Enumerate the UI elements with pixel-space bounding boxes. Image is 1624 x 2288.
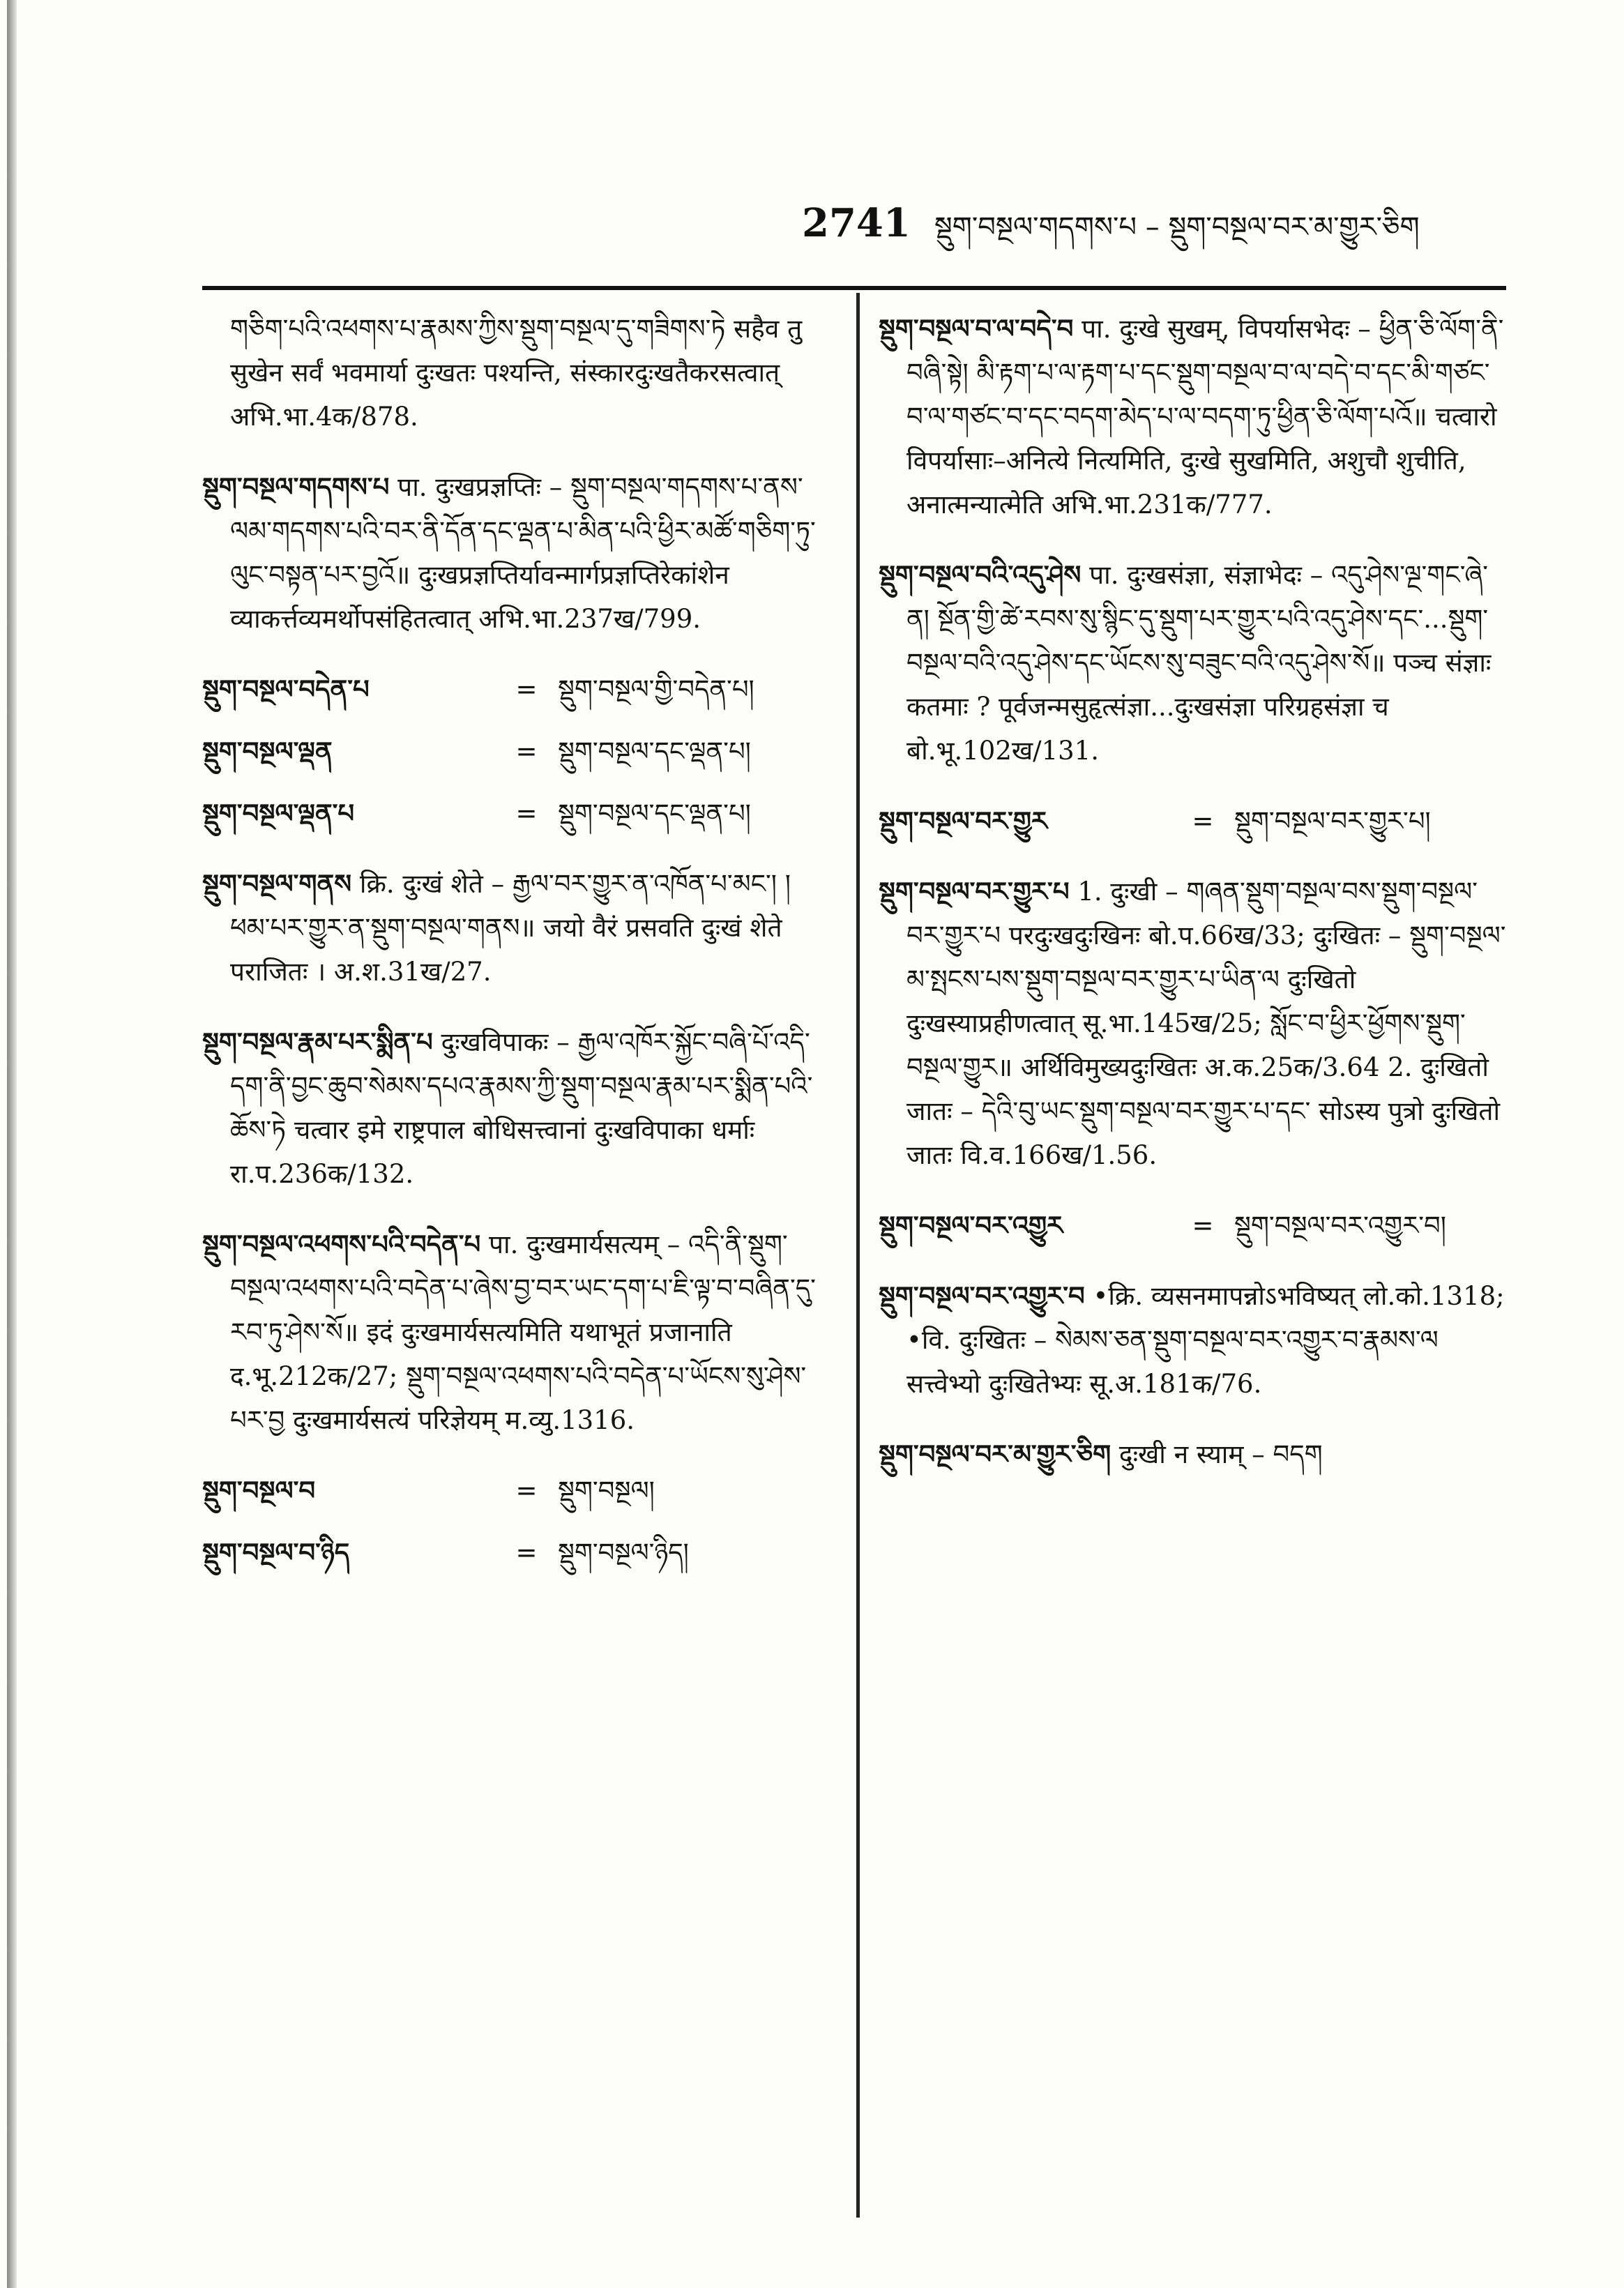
running-head: སྡུག་བསྔལ་གདགས་པ – སྡུག་བསྔལ་བར་མ་གྱུར་ཅིག [934, 211, 1420, 243]
dictionary-entry [879, 1432, 1506, 1476]
xref-headword: སྡུག་བསྔལ་བ་ཉིད [202, 1538, 350, 1568]
dictionary-entry [202, 1222, 830, 1442]
cross-reference [202, 667, 830, 711]
entry-body: क्रि. दुःखं शेते – རྒྱལ་བར་གྱུར་ན་འཁོན་པ་མང་། །ཕམ་པར་གྱུར་ན་སྡུག་བསྔལ་གནས॥ जयो वैरं प्रसवति दुःखं शेते पराजितः । अ.श.31ख/27. [230, 869, 791, 987]
entry-headword: སྡུག་བསྔལ་འཕགས་པའི་བདེན་པ [202, 1229, 481, 1259]
xref-equals: = [515, 674, 538, 704]
entry-headword: སྡུག་བསྔལ་གནས [202, 869, 352, 899]
entry-body: पा. दुःखमार्यसत्यम् – འདི་ནི་སྡུག་བསྔལ་འཕགས་པའི་བདེན་པ་ཞེས་བྱ་བར་ཡང་དག་པ་ཇི་ལྟ་བ་བཞིན་དུ་རབ་ཏུ་ཤེས་སོ॥ इदं दुःखमार्यसत्यमिति यथाभूतं प्रजानाति द.भू.212क/27; སྡུག་བསྔལ་འཕགས་པའི་བདེན་པ་ཡོངས་སུ་ཤེས་པར་བྱ दुःखमार्यसत्यं परिज्ञेयम् म.व्यु.1316. [230, 1229, 816, 1435]
page-header [802, 195, 1499, 251]
entry-headword: སྡུག་བསྔལ་བར་མ་གྱུར་ཅིག [879, 1439, 1111, 1469]
entry-body: 1. दुःखी – གཞན་སྡུག་བསྔལ་བས་སྡུག་བསྔལ་བར་གྱུར་པ परदुःखदुःखिनः बो.प.66ख/33; दुःखितः – སྡུག་བསྔལ་མ་སྤངས་པས་སྡུག་བསྔལ་བར་གྱུར་པ་ཡིན་ལ दुःखितो दुःखस्याप्रहीणत्वात् सू.भा.145ख/25; སློང་བ་ཕྱིར་ཕྱོགས་སྡུག་བསྔལ་གྱུར॥ अर्थिविमुख्यदुःखितः अ.क.25क/3.64 2. दुःखितो जातः – དེའི་བུ་ཡང་སྡུག་བསྔལ་བར་གྱུར་པ་དང་ सोऽस्य पुत्रो दुःखितो जातः वि.व.166ख/1.56. [906, 877, 1506, 1170]
continued-entry [202, 307, 830, 439]
entry-body: दुःखी न स्याम् – བདག [1118, 1439, 1323, 1469]
xref-equals: = [515, 798, 538, 828]
xref-equals: = [515, 1538, 538, 1568]
page-number: 2741 [802, 200, 911, 246]
xref-target: སྡུག་བསྔལ་ཉིད། [558, 1538, 689, 1568]
xref-equals: = [1192, 1211, 1214, 1241]
xref-target: སྡུག་བསྔལ་བར་འགྱུར་བ། [1234, 1211, 1446, 1241]
cross-reference [202, 729, 830, 773]
entry-body: दुःखविपाकः – རྒྱལ་འཁོར་སྐྱོང་བཞི་པོ་འདི་དག་ནི་བྱང་ཆུབ་སེམས་དཔའ་རྣམས་ཀྱི་སྡུག་བསྔལ་རྣམ་པར་སྨིན་པའི་ཆོས་ཏེ चत्वार इमे राष्ट्रपाल बोधिसत्त्वानां दुःखविपाका धर्माः रा.प.236क/132. [230, 1027, 813, 1189]
dictionary-entry [202, 465, 830, 641]
cross-reference [202, 1469, 830, 1513]
entry-body: पा. दुःखे सुखम्, विपर्यासभेदः – ཕྱིན་ཅི་ལོག་ནི་བཞི་སྟེ། མི་རྟག་པ་ལ་རྟག་པ་དང་སྡུག་བསྔལ་བ་ལ་བདེ་བ་དང་མི་གཙང་བ་ལ་གཙང་བ་དང་བདག་མེད་པ་ལ་བདག་ཏུ་ཕྱིན་ཅི་ལོག་པའོ॥ चत्वारो विपर्यासाः–अनित्ये नित्यमिति, दुःखे सुखमिति, अशुचौ शुचीति, अनात्मन्यात्मेति अभि.भा.231क/777. [906, 314, 1504, 520]
entry-headword: སྡུག་བསྔལ་བར་གྱུར་པ [879, 877, 1070, 907]
dictionary-entry [879, 553, 1506, 773]
left-column [202, 307, 830, 1593]
xref-target: སྡུག་བསྔལ་བར་གྱུར་པ། [1234, 806, 1431, 836]
dictionary-entry [879, 870, 1506, 1177]
xref-headword: སྡུག་བསྔལ་ལྡན་པ [202, 798, 355, 828]
dictionary-entry [202, 1020, 830, 1196]
column-divider [856, 293, 860, 2218]
xref-target: སྡུག་བསྔལ་དང་ལྡན་པ། [558, 798, 751, 828]
dictionary-entry [202, 862, 830, 994]
xref-headword: སྡུག་བསྔལ་བ [202, 1476, 316, 1506]
xref-equals: = [515, 1476, 538, 1506]
entry-body: གཅིག་པའི་འཕགས་པ་རྣམས་ཀྱིས་སྡུག་བསྔལ་དུ་གཟིགས་ཏེ सहैव तु सुखेन सर्वं भवमार्या दुःखतः पश्यन्ति, संस्कारदुःखतैकरसत्वात् अभि.भा.4क/878. [230, 314, 803, 432]
cross-reference [879, 799, 1506, 843]
xref-headword: སྡུག་བསྔལ་ལྡན [202, 736, 333, 766]
entry-headword: སྡུག་བསྔལ་བའི་འདུ་ཤེས [879, 560, 1082, 590]
xref-target: སྡུག་བསྔལ། [558, 1476, 655, 1506]
xref-headword: སྡུག་བསྔལ་བར་འགྱུར [879, 1211, 1063, 1241]
entry-headword: སྡུག་བསྔལ་གདགས་པ [202, 472, 390, 502]
header-rule [202, 286, 1506, 290]
dictionary-entry [879, 307, 1506, 526]
entry-headword: སྡུག་བསྔལ་བ་ལ་བདེ་བ [879, 314, 1074, 344]
right-column [879, 307, 1506, 1503]
xref-equals: = [515, 736, 538, 766]
cross-reference [202, 791, 830, 835]
entry-body: पा. दुःखसंज्ञा, संज्ञाभेदः – འདུ་ཤེས་ལྔ་གང་ཞེ་ན། སྔོན་གྱི་ཚེ་རབས་སུ་སྙིང་དུ་སྡུག་པར་གྱུར་པའི་འདུ་ཤེས་དང་...སྡུག་བསྔལ་བའི་འདུ་ཤེས་དང་ཡོངས་སུ་བཟུང་བའི་འདུ་ཤེས་སོ॥ पञ्च संज्ञाः कतमाः ? पूर्वजन्मसुहृत्संज्ञा...दुःखसंज्ञा परिग्रहसंज्ञा च बो.भू.102ख/131. [906, 560, 1492, 766]
xref-target: སྡུག་བསྔལ་གྱི་བདེན་པ། [558, 674, 754, 704]
dictionary-entry [879, 1274, 1506, 1406]
xref-headword: སྡུག་བསྔལ་བདེན་པ [202, 674, 370, 704]
cross-reference [202, 1531, 830, 1575]
entry-body: •क्रि. व्यसनमापन्नोऽभविष्यत् लो.को.1318; •वि. दुःखितः – སེམས་ཅན་སྡུག་བསྔལ་བར་འགྱུར་བ་རྣམས་ལ सत्त्वेभ्यो दुःखितेभ्यः सू.अ.181क/76. [906, 1281, 1505, 1399]
entry-body: पा. दुःखप्रज्ञप्तिः – སྡུག་བསྔལ་གདགས་པ་ནས་ལམ་གདགས་པའི་བར་ནི་དོན་དང་ལྡན་པ་མིན་པའི་ཕྱིར་མཚོ་གཅིག་ཏུ་ལུང་བསྟན་པར་བྱའོ॥ दुःखप्रज्ञप्तिर्यावन्मार्गप्रज्ञप्तिरेकांशेन व्याकर्त्तव्यमर्थोपसंहितत्वात् अभि.भा.237ख/799. [230, 472, 816, 634]
entry-headword: སྡུག་བསྔལ་བར་འགྱུར་བ [879, 1281, 1085, 1311]
entry-headword: སྡུག་བསྔལ་རྣམ་པར་སྨིན་པ [202, 1027, 433, 1057]
xref-headword: སྡུག་བསྔལ་བར་གྱུར [879, 806, 1048, 836]
xref-equals: = [1192, 806, 1214, 836]
binding-edge [7, 0, 17, 2288]
cross-reference [879, 1204, 1506, 1248]
xref-target: སྡུག་བསྔལ་དང་ལྡན་པ། [558, 736, 751, 766]
